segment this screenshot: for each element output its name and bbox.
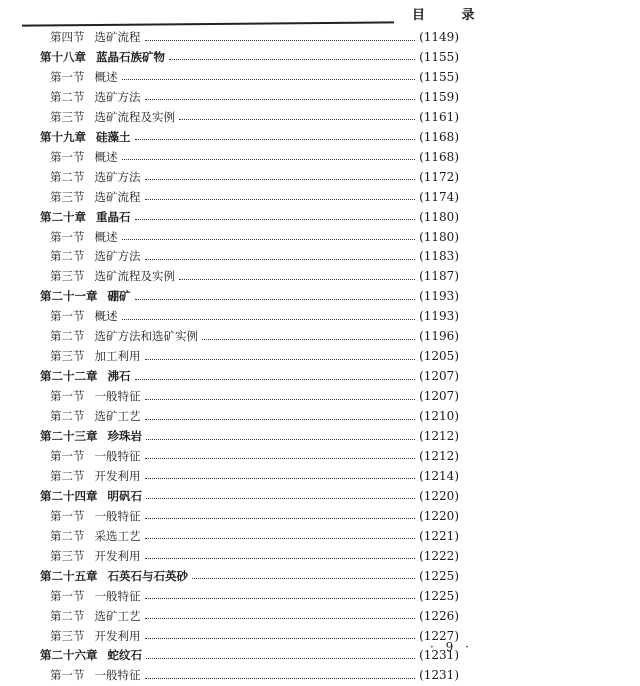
entry-page: (1231) [419, 668, 459, 683]
dot-leader [169, 59, 415, 60]
entry-title: 重晶石 [96, 209, 131, 224]
toc-section-entry[interactable] [50, 107, 459, 127]
entry-title: 加工利用 [94, 349, 141, 364]
toc-section-entry[interactable] [50, 406, 459, 426]
entry-number: 第二十章 [40, 209, 86, 224]
dot-leader [145, 598, 416, 599]
dot-leader [135, 379, 416, 380]
dot-leader [146, 498, 415, 499]
entry-number: 第三节 [50, 349, 85, 364]
toc-chapter-entry[interactable] [40, 486, 459, 506]
toc-section-entry[interactable] [50, 626, 459, 646]
entry-title: 选矿流程 [94, 189, 141, 204]
entry-number: 第二十一章 [40, 289, 98, 304]
entry-number: 第三节 [50, 548, 85, 563]
header-rule [22, 21, 394, 26]
toc-section-entry[interactable] [50, 147, 459, 167]
entry-number: 第二十四章 [40, 488, 98, 503]
entry-page: (1220) [419, 488, 459, 503]
entry-number: 第二节 [50, 249, 85, 264]
dot-leader [145, 518, 416, 519]
entry-number: 第三节 [50, 109, 85, 124]
dot-leader [145, 40, 416, 41]
toc-chapter-entry[interactable] [40, 426, 459, 446]
toc-section-entry[interactable] [50, 27, 459, 47]
entry-number: 第二节 [50, 329, 85, 344]
entry-title: 一般特征 [94, 508, 141, 523]
entry-page: (1226) [419, 608, 459, 623]
toc-section-entry[interactable] [50, 227, 459, 247]
dot-leader [145, 199, 416, 200]
toc-section-entry[interactable] [50, 586, 459, 606]
toc-chapter-entry[interactable] [40, 366, 459, 386]
entry-title: 硼矿 [107, 289, 131, 304]
dot-leader [122, 239, 416, 240]
toc-section-entry[interactable] [50, 546, 459, 566]
toc-section-entry[interactable] [50, 306, 459, 326]
entry-number: 第二节 [50, 468, 85, 483]
entry-title: 选矿方法和选矿实例 [94, 329, 198, 344]
entry-page: (1227) [419, 628, 459, 643]
toc-chapter-entry[interactable] [40, 47, 459, 67]
entry-number: 第二十五章 [40, 568, 98, 583]
entry-page: (1168) [419, 149, 459, 164]
entry-number: 第一节 [50, 588, 85, 603]
toc-section-entry[interactable] [50, 67, 459, 87]
entry-number: 第十八章 [40, 49, 86, 64]
entry-page: (1161) [419, 109, 459, 124]
dot-leader [179, 119, 415, 120]
dot-leader [122, 159, 416, 160]
toc-section-entry[interactable] [50, 526, 459, 546]
entry-number: 第二十三章 [40, 429, 98, 443]
dot-leader [122, 319, 416, 320]
entry-title: 蓝晶石族矿物 [96, 49, 165, 64]
entry-page: (1231) [419, 648, 459, 663]
dot-leader [145, 359, 416, 360]
entry-title: 选矿工艺 [94, 409, 141, 424]
dot-leader [145, 99, 416, 100]
entry-title: 选矿方法 [94, 249, 141, 264]
entry-title: 硅藻土 [96, 129, 131, 144]
entry-number: 第三节 [50, 628, 85, 643]
entry-number: 第一节 [50, 309, 85, 324]
entry-title: 明矾石 [107, 488, 142, 503]
entry-page: (1220) [419, 508, 459, 523]
entry-number: 第三节 [50, 269, 85, 284]
entry-title: 开发利用 [94, 628, 141, 643]
dot-leader [145, 259, 416, 260]
entry-number: 第二十六章 [40, 648, 98, 663]
dot-leader [145, 638, 416, 639]
entry-page: (1168) [419, 129, 459, 144]
entry-page: (1225) [419, 568, 459, 583]
entry-title: 一般特征 [94, 389, 141, 404]
dot-leader [146, 658, 415, 659]
toc-chapter-entry[interactable] [40, 566, 459, 586]
entry-page: (1212) [419, 429, 459, 443]
dot-leader [202, 339, 415, 340]
dot-leader [179, 279, 415, 280]
entry-page: (1207) [419, 369, 459, 384]
dot-leader [192, 578, 415, 579]
entry-number: 第二节 [50, 169, 85, 184]
header-title: 目 录 [412, 8, 491, 23]
entry-title: 概述 [94, 149, 118, 164]
entry-title: 选矿流程 [94, 30, 141, 44]
entry-title: 选矿工艺 [94, 608, 141, 623]
entry-title: 概述 [94, 309, 118, 324]
entry-page: (1205) [419, 349, 459, 364]
entry-number: 第一节 [50, 389, 85, 404]
entry-page: (1196) [419, 329, 459, 344]
toc-section-entry[interactable] [50, 446, 459, 466]
dot-leader [146, 439, 415, 440]
entry-page: (1221) [419, 528, 459, 543]
entry-page: (1183) [419, 249, 459, 264]
entry-page: (1214) [419, 468, 459, 483]
dot-leader [145, 419, 416, 420]
entry-page: (1159) [419, 89, 459, 104]
toc-section-entry[interactable] [50, 386, 459, 406]
toc-section-entry[interactable] [50, 167, 459, 187]
entry-page: (1193) [419, 309, 459, 324]
entry-page: (1155) [419, 49, 459, 64]
toc-chapter-entry[interactable] [40, 286, 459, 306]
toc-chapter-entry[interactable] [40, 127, 459, 147]
entry-title: 概述 [94, 69, 118, 84]
toc-section-entry[interactable] [50, 326, 459, 346]
entry-page: (1172) [419, 169, 459, 184]
entry-page: (1180) [419, 229, 459, 244]
toc-section-entry[interactable] [50, 266, 459, 286]
entry-page: (1149) [419, 30, 459, 44]
entry-number: 第一节 [50, 229, 85, 244]
entry-title: 石英石与石英砂 [107, 568, 188, 583]
toc-section-entry[interactable] [50, 246, 459, 266]
toc-section-entry[interactable] [50, 187, 459, 207]
dot-leader [145, 179, 416, 180]
entry-page: (1193) [419, 289, 459, 304]
entry-title: 采选工艺 [94, 528, 141, 543]
entry-title: 蛇纹石 [107, 648, 142, 663]
dot-leader [135, 139, 416, 140]
entry-title: 选矿流程及实例 [94, 269, 175, 284]
entry-number: 第二节 [50, 409, 85, 424]
dot-leader [145, 678, 416, 679]
entry-page: (1225) [419, 588, 459, 603]
entry-page: (1155) [419, 69, 459, 84]
entry-page: (1187) [419, 269, 459, 284]
entry-page: (1212) [419, 448, 459, 463]
entry-number: 第一节 [50, 508, 85, 523]
entry-number: 第四节 [50, 30, 85, 44]
entry-number: 第二节 [50, 89, 85, 104]
entry-page: (1222) [419, 548, 459, 563]
entry-page: (1174) [419, 189, 459, 204]
entry-number: 第十九章 [40, 129, 86, 144]
toc-section-entry[interactable] [50, 506, 459, 526]
entry-page: (1180) [419, 209, 459, 224]
entry-title: 选矿方法 [94, 169, 141, 184]
entry-title: 选矿方法 [94, 89, 141, 104]
dot-leader [145, 558, 416, 559]
entry-title: 一般特征 [94, 588, 141, 603]
entry-page: (1207) [419, 389, 459, 404]
dot-leader [135, 219, 416, 220]
entry-number: 第一节 [50, 668, 85, 683]
entry-title: 开发利用 [94, 468, 141, 483]
toc-section-entry[interactable] [50, 346, 459, 366]
page-number: · 9 · [430, 640, 473, 654]
entry-number: 第一节 [50, 448, 85, 463]
entry-number: 第一节 [50, 69, 85, 84]
entry-number: 第一节 [50, 149, 85, 164]
dot-leader [135, 299, 416, 300]
entry-number: 第二节 [50, 608, 85, 623]
entry-page: (1210) [419, 409, 459, 424]
toc-chapter-entry[interactable] [40, 645, 459, 665]
running-header [0, 0, 640, 30]
dot-leader [122, 79, 416, 80]
entry-number: 第三节 [50, 189, 85, 204]
toc-section-entry[interactable] [50, 466, 459, 486]
dot-leader [145, 399, 416, 400]
entry-title: 选矿流程及实例 [94, 109, 175, 124]
dot-leader [145, 618, 416, 619]
entry-title: 沸石 [107, 369, 131, 384]
dot-leader [145, 458, 416, 459]
toc-chapter-entry[interactable] [40, 207, 459, 227]
entry-title: 概述 [94, 229, 118, 244]
toc-section-entry[interactable] [50, 87, 459, 107]
entry-title: 一般特征 [94, 668, 141, 683]
toc-section-entry[interactable] [50, 665, 459, 685]
toc-section-entry[interactable] [50, 606, 459, 626]
entry-title: 一般特征 [94, 448, 141, 463]
dot-leader [145, 478, 416, 479]
entry-title: 珍珠岩 [107, 429, 142, 443]
entry-title: 开发利用 [94, 548, 141, 563]
entry-number: 第二十二章 [40, 369, 98, 384]
entry-number: 第二节 [50, 528, 85, 543]
dot-leader [145, 538, 416, 539]
